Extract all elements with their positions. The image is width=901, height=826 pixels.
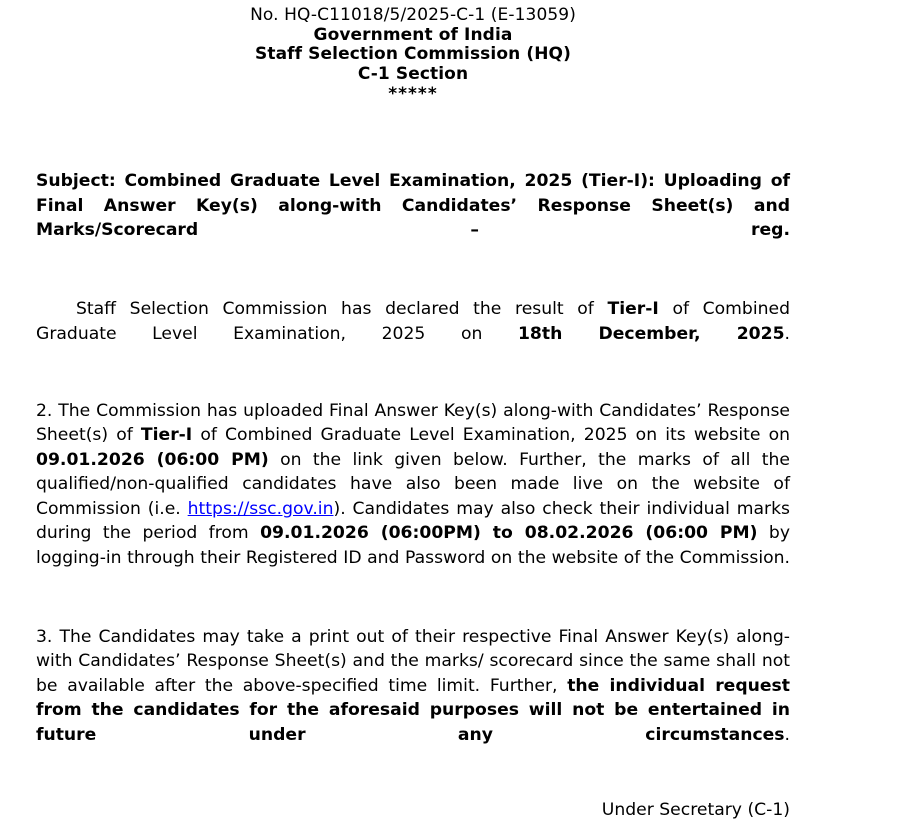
p1-bold-tier: Tier-I [607, 299, 659, 319]
p3-number: 3. [36, 626, 53, 647]
p1-text-part2: of Combined Graduate Level Examination, 2025 on [36, 299, 790, 344]
p3-text-part1: The Candidates may take a print out of their respective Final Answer Key(s) along-with Candidates’ Response Sheet(s) and the marks/ scorecard since the same shall not be available after the above-specified time limit. Further, [36, 626, 790, 696]
organization-line-government: Government of India [313, 24, 513, 45]
p1-bold-date: 18th December, 2025 [517, 323, 785, 344]
p2-text-part1: The Commission has uploaded Final Answer Key(s) along-with Candidates’ Response Sheet(s) of [36, 400, 790, 445]
paragraph-answer-key-upload [36, 399, 790, 595]
p2-text-part3: on the link given below. Further, the marks of all the qualified/non-qualified candidates have also been made live on the website of Commission (i.e. [36, 449, 790, 519]
p2-bold-tier: Tier-I [140, 425, 193, 445]
organization-line-commission: Staff Selection Commission (HQ) [255, 44, 571, 64]
paragraph-result-declared [36, 297, 790, 371]
p1-text-part1: Staff Selection Commission has declared the result of [76, 299, 608, 319]
document-content [36, 0, 790, 772]
p3-bold-no-request-clause: the individual request from the candidates for the aforesaid purposes will not be entertained in future under any circumstances [36, 675, 790, 745]
file-number-line: No. HQ-C11018/5/2025-C-1 (E-13059) [250, 5, 576, 25]
p3-text-part2: . [784, 724, 790, 745]
p2-text-part5: by logging-in through their Registered ID and Password on the website of the Commission. [36, 523, 790, 568]
header-separator-asterisks: ***** [388, 84, 438, 104]
document-header [36, 0, 790, 105]
organization-line-section: C-1 Section [357, 63, 469, 84]
p2-text-part2: of Combined Graduate Level Examination, 2025 on its website on [192, 425, 790, 445]
p2-text-part4: ). Candidates may also check their individual marks during the period from [36, 498, 790, 543]
signature-designation: Under Secretary (C-1) [601, 800, 790, 820]
paragraph-printout-notice [36, 625, 790, 772]
p2-bold-upload-datetime: 09.01.2026 (06:00 PM) [36, 449, 269, 470]
ssc-website-link[interactable]: https://ssc.gov.in [187, 498, 334, 519]
p2-bold-availability-period: 09.01.2026 (06:00PM) to 08.02.2026 (06:00 PM) [260, 523, 758, 543]
p1-text-part3: . [784, 323, 790, 344]
subject-line: Subject: Combined Graduate Level Examination, 2025 (Tier-I): Uploading of Final Answer Key(s) along-with Candidates’ Response Sheet(s) and Marks/Scorecard – reg. [36, 171, 790, 240]
p2-number: 2. [36, 400, 53, 421]
